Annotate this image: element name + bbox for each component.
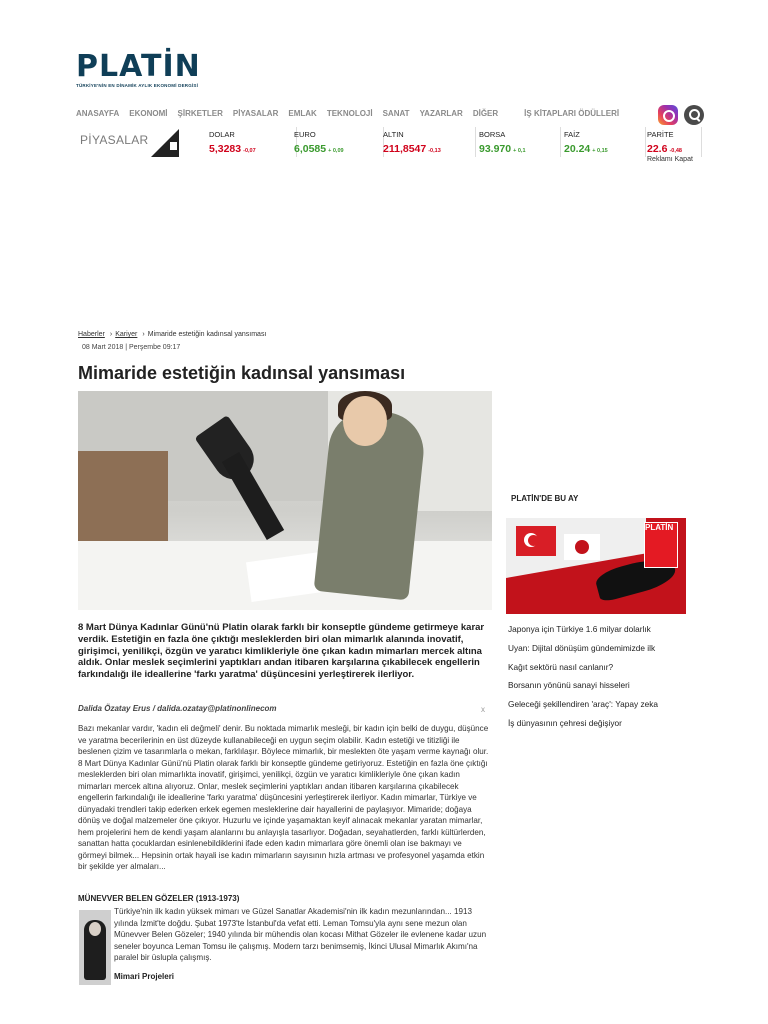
site-logo[interactable]	[76, 49, 201, 88]
sidebar-link-list	[508, 624, 693, 737]
market-name: EURO	[294, 130, 316, 139]
portrait-face	[89, 922, 101, 936]
nav-item-sirketler[interactable]: ŞİRKETLER	[177, 109, 223, 118]
breadcrumb-current: Mimaride estetiğin kadınsal yansıması	[147, 331, 267, 338]
market-name: DOLAR	[209, 130, 235, 139]
chevron-right-icon: ›	[142, 331, 145, 338]
market-change: + 0,1	[513, 148, 526, 154]
market-item-dolar[interactable]	[209, 127, 297, 157]
market-change: + 0,15	[592, 148, 608, 154]
sub-heading: Mimari Projeleri	[114, 972, 175, 981]
article-lead: 8 Mart Dünya Kadınlar Günü'nü Platin olarak farklı bir konseptle gündeme getirmeye karar verdik. Estetiğin en fazla öne çıktığı mesleklerden biri olan mimarlık alanında inovatif, girişimci, yenilikçi, özgün ve yaratıcı kimlikleriyle öne çıkan kadın mimarları mercek altına aldık. Onlar meslek seçimlerini yaptıkları andan itibaren karşılarına çıkabilecek engellerin farkındalığı ile ideallerine 'farkı yaratma' düşüncesini yerleştirerek ilerliyor.	[78, 622, 485, 681]
market-change: + 0,09	[328, 148, 344, 154]
portrait-image	[79, 910, 111, 985]
breadcrumb-category[interactable]: Kariyer	[115, 331, 138, 338]
market-name: FAİZ	[564, 130, 580, 139]
market-change: -0,13	[428, 148, 441, 154]
market-item-altin[interactable]	[383, 127, 476, 157]
market-value: 93.970	[479, 143, 512, 155]
market-change: -0,07	[243, 148, 256, 154]
sidebar-link[interactable]: Kağıt sektörü nasıl canlanır?	[508, 661, 614, 672]
nav-item-ekonomi[interactable]: EKONOMİ	[129, 109, 168, 118]
page-title: Mimaride estetiğin kadınsal yansıması	[78, 363, 406, 383]
turkey-flag-icon	[516, 526, 556, 556]
sidebar-link[interactable]: Geleceği şekillendiren 'araç': Yapay zeka	[508, 699, 658, 710]
bio-text: Türkiye'nin ilk kadın yüksek mimarı ve Güzel Sanatlar Akademisi'nin ilk kadın mezunlarından... 1913 yılında İzmit'te doğdu. Şubat 1973'te İstanbul'da vefat etti. Leman Tomsu'yla aynı sene mezun olan Münevver Belen Gözeler; 1940 yılında bir mühendis olan kocası Mithat Gözeler ile evlenene kadar uzun seneler boyunca Leman Tomsu ile çalışmış. Modern tarzı benimsemiş, İkinci Ulusal Mimarlık Akımı'na paralel bir üslupla çalışmış.	[114, 907, 487, 962]
nav-item-piyasalar[interactable]: PİYASALAR	[232, 109, 279, 118]
search-icon[interactable]	[684, 105, 704, 125]
main-nav	[76, 109, 629, 118]
market-value: 22.6	[647, 143, 668, 155]
close-icon[interactable]: x	[481, 705, 485, 714]
article-body: Bazı mekanlar vardır, 'kadın eli değmeli' denir. Bu noktada mimarlık mesleği, bir kadın için belki de duygu, düşünce ve yaratma becerilerinin en üst düzeyde kullanabileceği en uygun seçim olabilir. Kadın estetiği ve titizliği ile beslenen çizim ve tasarımlarla o mekan, farklılaşır. Böylece mimarlık, bir meslekten öte yaşam verme kaynağı olur. 8 Mart Dünya Kadınlar Günü'nü Platin olarak farklı bir konseptle gündeme getiriyoruz. Estetiğin en fazla öne çıktığı mesleklerden biri olan mimarlıkta inovatif, girişimci, yenilikçi, özgün ve yaratıcı kimlikleriyle öne çıkan kadın mimarları mercek altına alıyoruz. Onlar, meslek seçimlerini yaptıkları andan itibaren karşılarına çıkabilecek engellerin farkındalığı ile ideallerine 'farkı yaratma' düşüncesini yerleştirerek ilerliyor. Kadın mimarlar, Türkiye ve dünyadaki trendleri takip ederken erkek egemen mesleklerine dair hayallerini de paylaşıyor. Mimaride; doğaya dönüş ve doğal malzemeler öne çıkıyor. Huzurlu ve içinde yaşamaktan keyif alınacak mekanlar yaratan mimarlar, hem projelerini hem de kendi yaşam alanlarını bu anlayışla tasarlıyor. Doğadan, seyahatlerden, farklı kültürlerden, sanattan hatta çocuklardan esinlenebildiklerini ifade eden kadın mimarlara göre önemli olan ise bakmayı ve görmeyi bilmek... Hepsinin ortak hayali ise kadın mimarların sayısının hızla artması ve profesyonel yaşamda etkin bir şekilde yer almaları...	[78, 724, 489, 871]
nav-item-emlak[interactable]: EMLAK	[288, 109, 317, 118]
instagram-icon[interactable]	[658, 105, 678, 125]
market-change: -0,48	[669, 148, 682, 154]
market-name: BORSA	[479, 130, 506, 139]
nav-item-anasayfa[interactable]: ANASAYFA	[76, 109, 120, 118]
sidebar-link[interactable]: İş dünyasının çehresi değişiyor	[508, 717, 622, 728]
market-value: 6,0585	[294, 143, 327, 155]
market-value: 211,8547	[383, 143, 427, 155]
markets-corner-inner	[170, 142, 177, 150]
chevron-right-icon: ›	[109, 331, 113, 338]
nav-item-sanat[interactable]: SANAT	[382, 109, 410, 118]
market-name: ALTIN	[383, 130, 404, 139]
market-name: PARİTE	[647, 130, 674, 139]
breadcrumb	[78, 331, 266, 338]
sidebar-link[interactable]: Borsanın yönünü sanayi hisseleri	[508, 680, 630, 691]
market-item-parite[interactable]	[647, 127, 702, 157]
breadcrumb-home[interactable]: Haberler	[78, 331, 105, 338]
market-value: 20.24	[564, 143, 591, 155]
nav-item-yazarlar[interactable]: YAZARLAR	[419, 109, 463, 118]
market-item-borsa[interactable]	[479, 127, 561, 157]
japan-flag-icon	[564, 534, 600, 560]
close-ad-link[interactable]: Reklamı Kapat	[647, 156, 693, 163]
nav-item-teknoloji[interactable]: TEKNOLOJİ	[326, 109, 373, 118]
markets-label: PİYASALAR	[80, 133, 149, 147]
market-value: 5,3283	[209, 143, 242, 155]
logo-tagline: TÜRKİYE'NİN EN DİNAMİK AYLIK EKONOMİ DERGİSİ	[76, 83, 199, 88]
magazine-title: PLATİN	[645, 523, 674, 532]
sidebar-heading: PLATİN'DE BU AY	[511, 494, 579, 503]
market-item-faiz[interactable]	[564, 127, 646, 157]
article-date: 08 Mart 2018 | Perşembe 09:17	[82, 344, 181, 351]
nav-item-diger[interactable]: DİĞER	[472, 109, 499, 118]
article-hero-image	[78, 391, 492, 610]
sidebar-link[interactable]: Uyan: Dijital dönüşüm gündemimizde ilk	[508, 642, 656, 653]
hero-shelf	[78, 451, 168, 551]
markets-ticker	[76, 127, 702, 157]
section-heading: MÜNEVVER BELEN GÖZELER (1913-1973)	[78, 894, 240, 903]
market-item-euro[interactable]	[294, 127, 384, 157]
logo-text: PLATİN	[76, 49, 201, 84]
hero-head	[343, 396, 387, 446]
article-author: Dalida Özatay Erus / dalida.ozatay@platinonlinecom	[78, 704, 277, 713]
magazine-cover-image[interactable]	[506, 518, 686, 614]
sidebar-link[interactable]: Japonya için Türkiye 1.6 milyar dolarlık	[508, 624, 651, 634]
nav-item-is-kitaplari-odulleri[interactable]: İŞ KİTAPLARI ÖDÜLLERİ	[524, 109, 620, 118]
